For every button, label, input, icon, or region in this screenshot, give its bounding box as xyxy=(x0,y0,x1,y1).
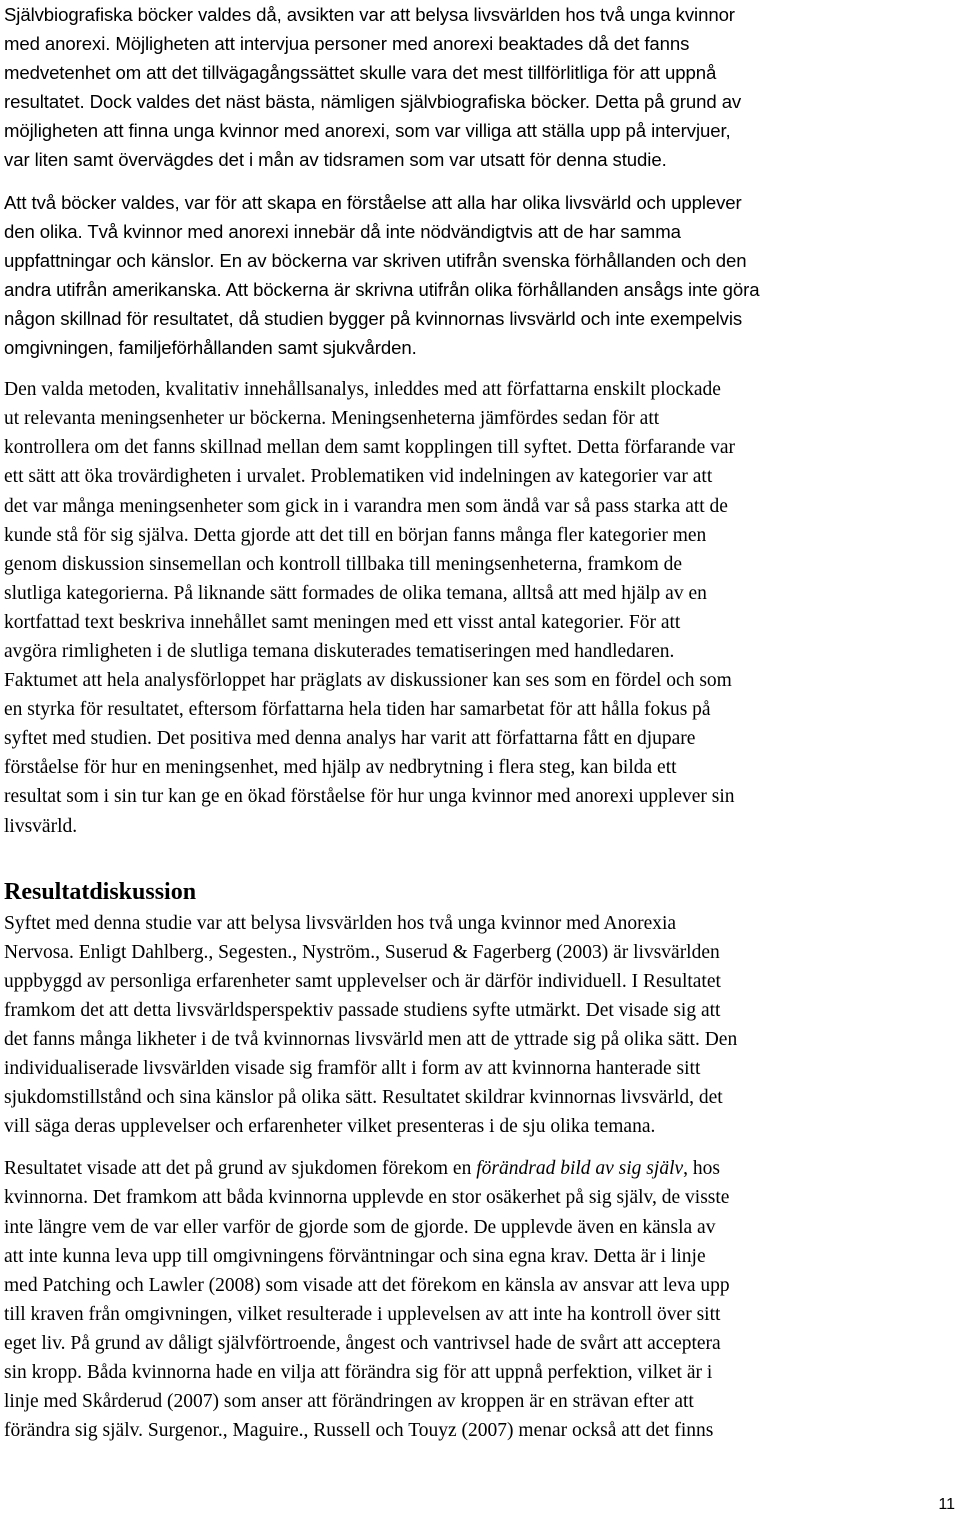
paragraph-study-aim: Syftet med denna studie var att belysa livsvärlden hos två unga kvinnor med Anorexia Nervosa. Enligt Dahlberg., Segesten., Nyström., Suserud & Fagerberg (2003) är livsvärlden uppbyggd av personliga erfarenheter samt upplevelser och är därför individuell. I Resultatet framkom det att detta livsvärldsperspektiv passade studiens syfte utmärkt. Det visade sig att det fanns många likheter i de två kvinnornas livsvärld men att de yttrade sig på olika sätt. Den individualiserade livsvärlden visade sig framför allt i form av att kvinnorna hanterade sitt sjukdomstillstånd och sina känslor på olika sätt. Resultatet skildrar kvinnornas livsvärld, det vill säga deras upplevelser och erfarenheter vilket presenteras i de sju olika temana. xyxy=(4,912,738,1138)
paragraph-method-choice: Självbiografiska böcker valdes då, avsikten var att belysa livsvärlden hos två unga kvinnor med anorexi. Möjligheten att intervjua personer med anorexi beaktades då det fanns medvetenhet om att det tillvägagångssättet skulle vara det mest tillförlitliga för att uppnå resultatet. Dock valdes det näst bästa, nämligen självbiografiska böcker. Detta på grund av möjligheten att finna unga kvinnor med anorexi, som var villiga att ställa upp på intervjuer, var liten samt övervägdes det i mån av tidsramen som var utsatt för denna studie. xyxy=(4,4,742,171)
paragraph-text-before-italic: Resultatet visade att det på grund av sjukdomen förekom en xyxy=(4,1158,477,1180)
paragraph-analysis-method: Den valda metoden, kvalitativ innehållsanalys, inleddes med att författarna enskilt plockade ut relevanta meningsenheter ur böckerna. Meningsenheterna jämfördes sedan för att kontrollera om det fanns skillnad mellan dem samt kopplingen till syftet. Detta förfarande var ett sätt att öka trovärdigheten i urvalet. Problematiken vid indelningen av kategorier var att det var många meningsenheter som gick in i varandra men som ändå var så pass starka att de kunde stå för sig själva. Detta gjorde att det till en början fanns många fler kategorier men genom diskussion sinsemellan och kontroll tillbaka till meningsenheterna, framkom de slutliga kategorierna. På liknande sätt formades de olika temana, alltså att med hjälp av en kortfattad text beskriva innehållet samt meningen med ett visst antal kategorier. För att avgöra rimligheten i de slutliga temana diskuterades tematiseringen med handledaren. Faktumet att hela analysförloppet har präglats av diskussioner kan ses som en fördel och som en styrka för resultatet, eftersom författarna hela tiden har samarbetat för att hålla fokus på syftet med studien. Det positiva med denna analys har varit att författarna fått en djupare förståelse för hur en meningsenhet, med hjälp av nedbrytning i flera steg, kan bilda ett resultat som i sin tur kan ge en ökad förståelse för hur unga kvinnor med anorexi upplever sin livsvärld. xyxy=(4,379,736,837)
paragraph-text-after-italic: , hos kvinnorna. Det framkom att båda kvinnorna upplevde en stor osäkerhet på sig själv, de visste inte längre vem de var eller varför de gjorde som de gjorde. De upplevde även en känsla av att inte kunna leva upp till omgivningens förväntningar och sina egna krav. Detta är i linje med Patching och Lawler (2008) som visade att det förekom en känsla av ansvar att leva upp till kraven från omgivningen, vilket resulterade i upplevelsen av att inte ha kontroll över sitt eget liv. På grund av dåligt självförtroende, ångest och vantrivsel hade de svårt att acceptera sin kropp. Båda kvinnorna hade en vilja att förändra sig för att uppnå perfektion, vilket är i linje med Skårderud (2007) som anser att förändringen av kroppen är en strävan efter att förändra sig själv. Surgenor., Maguire., Russell och Touyz (2007) menar också att det finns xyxy=(4,1158,730,1442)
page-number: 11 xyxy=(938,1496,955,1513)
section-heading-resultatdiskussion: Resultatdiskussion xyxy=(4,878,197,905)
italic-theme-phrase: förändrad bild av sig själv xyxy=(476,1158,684,1180)
paragraph-two-books: Att två böcker valdes, var för att skapa en förståelse att alla har olika livsvärld och upplever den olika. Två kvinnor med anorexi innebär då inte nödvändigtvis att de har samma uppfattningar och känslor. En av böckerna var skriven utifrån svenska förhållanden och den andra utifrån amerikanska. Att böckerna är skrivna utifrån olika förhållanden ansågs inte göra någon skillnad för resultatet, då studien bygger på kvinnornas livsvärld och inte exempelvis omgivningen, familjeförhållanden samt sjukvården. xyxy=(4,191,760,359)
paragraph-changed-self-image xyxy=(4,1154,956,1445)
